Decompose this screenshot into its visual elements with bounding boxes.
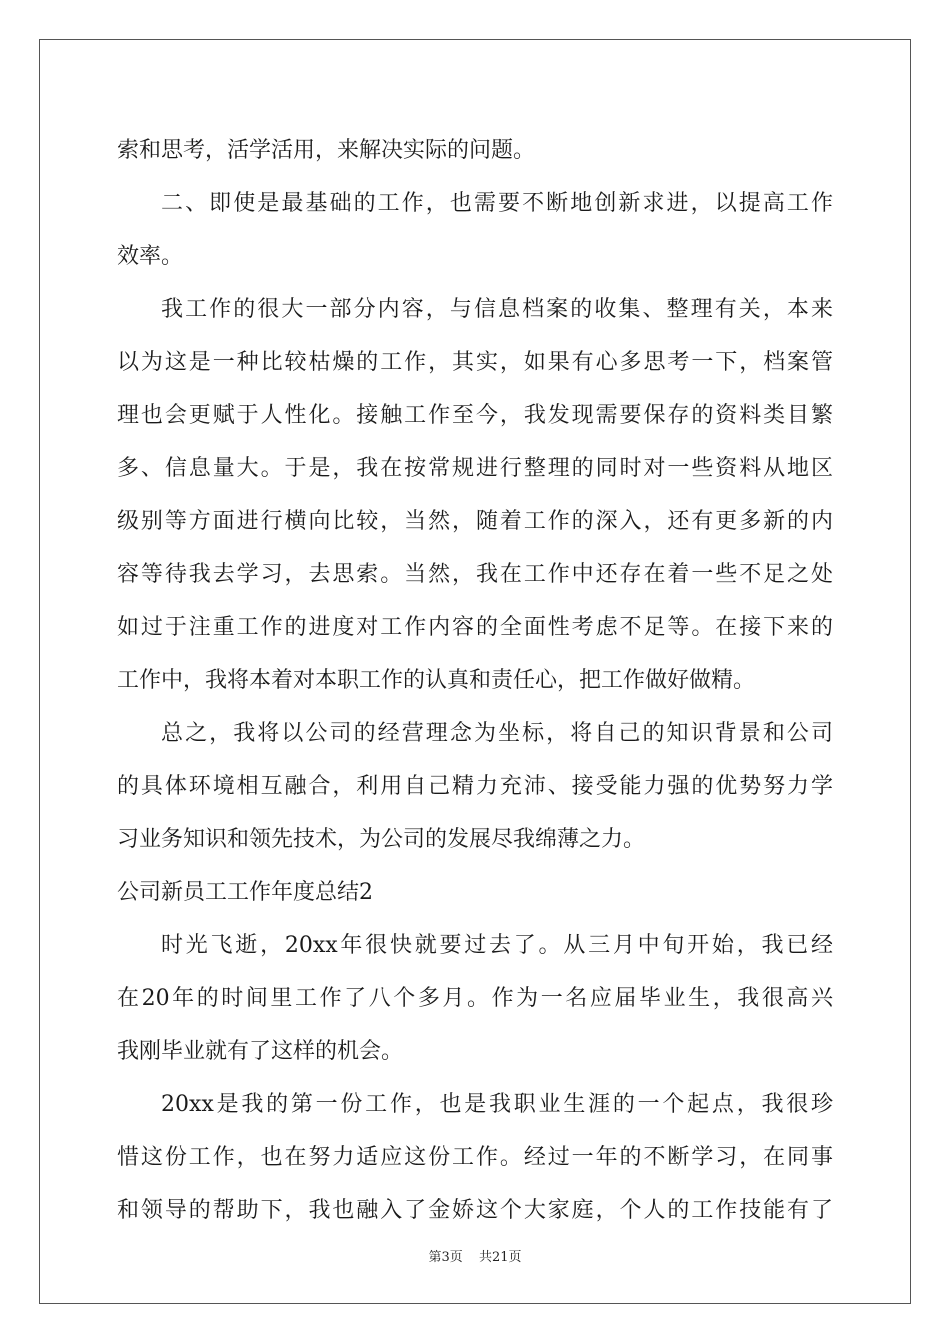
page-total: 共21页 bbox=[478, 1250, 522, 1265]
text-line: 我工作的很大一部分内容，与信息档案的收集、整理有关，本来 bbox=[161, 297, 833, 322]
text-line: 多、信息量大。于是，我在按常规进行整理的同时对一些资料从地区 bbox=[117, 456, 833, 481]
page-footer bbox=[0, 1246, 950, 1265]
text-line: 工作中，我将本着对本职工作的认真和责任心，把工作做好做精。 bbox=[117, 668, 756, 693]
text-line: 习业务知识和领先技术，为公司的发展尽我绵薄之力。 bbox=[117, 827, 646, 852]
text-line: 级别等方面进行横向比较，当然，随着工作的深入，还有更多新的内 bbox=[117, 509, 833, 534]
text-line: 我刚毕业就有了这样的机会。 bbox=[117, 1039, 404, 1064]
section-heading: 公司新员工工作年度总结2 bbox=[117, 880, 373, 905]
document-body bbox=[117, 124, 833, 1237]
page-number: 第3页 bbox=[428, 1250, 463, 1265]
text-line: 时光飞逝，20xx年很快就要过去了。从三月中旬开始，我已经 bbox=[161, 933, 833, 958]
text-line: 容等待我去学习，去思索。当然，我在工作中还存在着一些不足之处 bbox=[117, 562, 833, 587]
text-line: 惜这份工作，也在努力适应这份工作。经过一年的不断学习，在同事 bbox=[117, 1145, 833, 1170]
text-line: 如过于注重工作的进度对工作内容的全面性考虑不足等。在接下来的 bbox=[117, 615, 833, 640]
text-line: 的具体环境相互融合，利用自己精力充沛、接受能力强的优势努力学 bbox=[117, 774, 833, 799]
text-line: 二、即使是最基础的工作，也需要不断地创新求进，以提高工作 bbox=[161, 191, 833, 216]
text-line: 在20年的时间里工作了八个多月。作为一名应届毕业生，我很高兴 bbox=[117, 986, 833, 1011]
text-line: 以为这是一种比较枯燥的工作，其实，如果有心多思考一下，档案管 bbox=[117, 350, 833, 375]
text-line: 和领导的帮助下，我也融入了金娇这个大家庭，个人的工作技能有了 bbox=[117, 1198, 833, 1223]
text-line: 总之，我将以公司的经营理念为坐标，将自己的知识背景和公司 bbox=[161, 721, 833, 746]
text-line: 效率。 bbox=[117, 244, 184, 269]
text-line: 索和思考，活学活用，来解决实际的问题。 bbox=[117, 138, 536, 163]
text-line: 理也会更赋于人性化。接触工作至今，我发现需要保存的资料类目繁 bbox=[117, 403, 833, 428]
text-line: 20xx是我的第一份工作，也是我职业生涯的一个起点，我很珍 bbox=[161, 1092, 833, 1117]
